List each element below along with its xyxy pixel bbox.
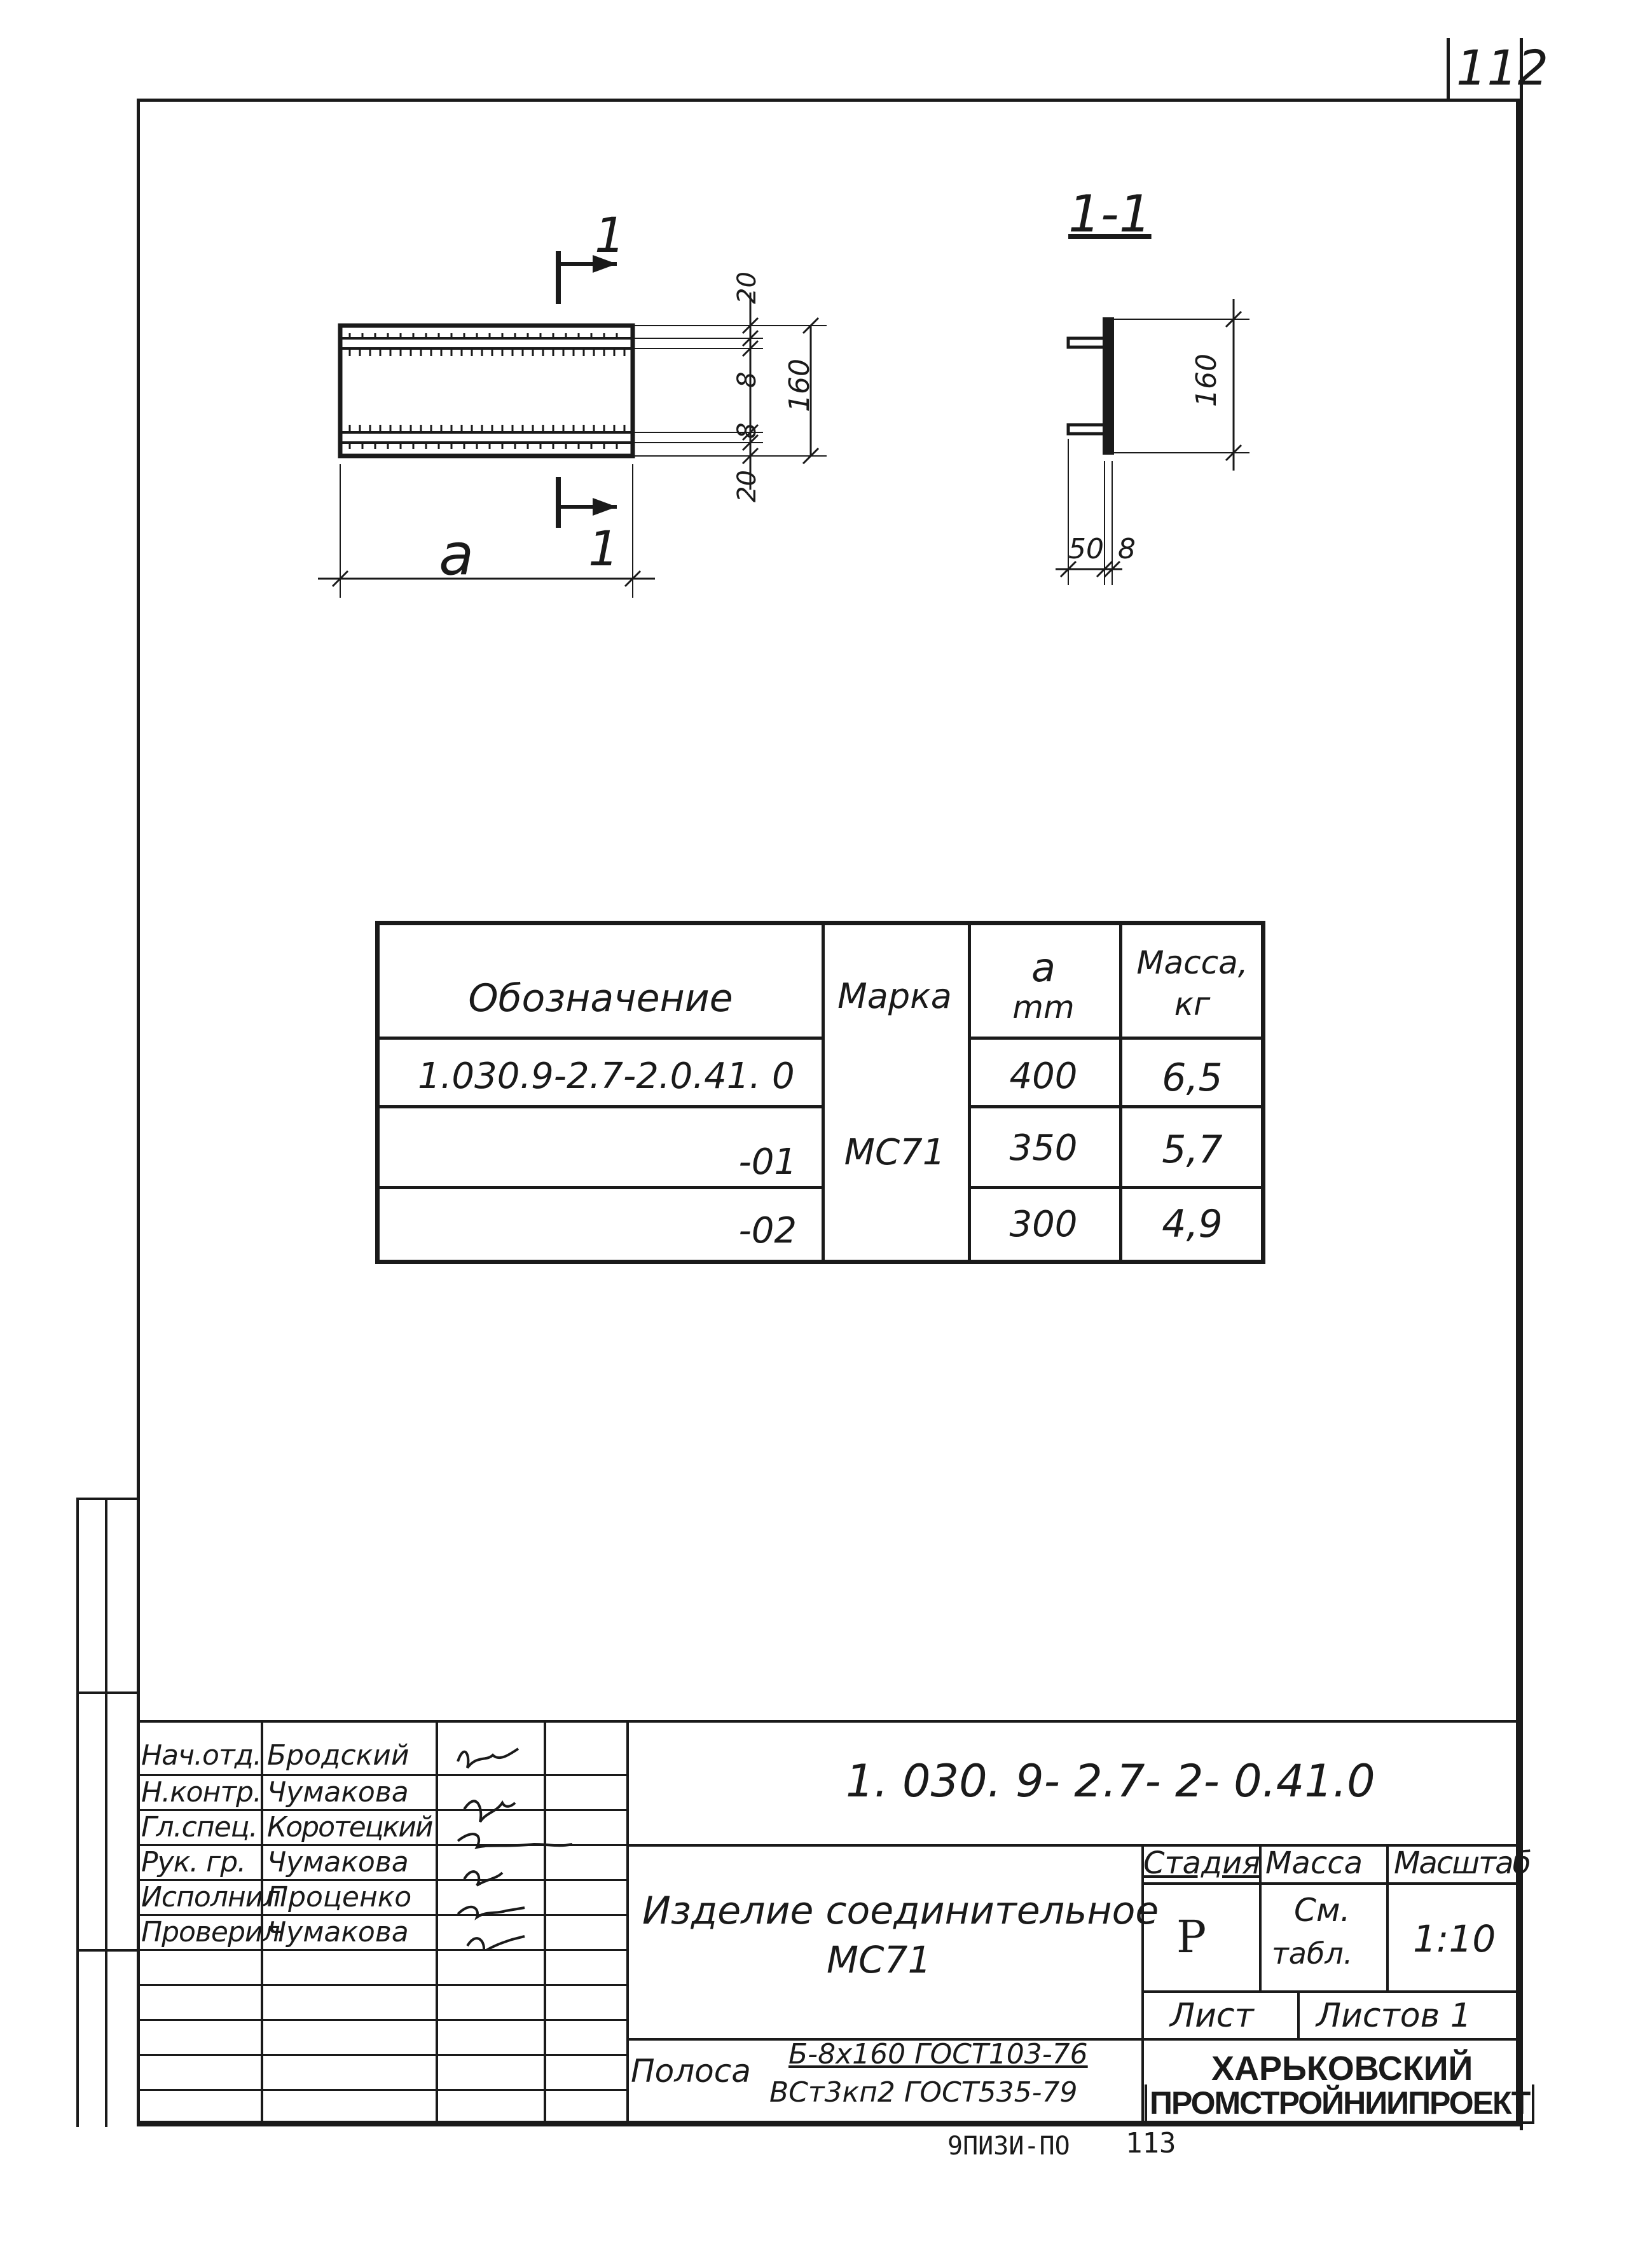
plate-outline <box>340 326 633 456</box>
weld-ticks-top <box>350 333 624 356</box>
weld-ticks-bottom <box>350 425 624 449</box>
role-4: Рук. гр. <box>141 1846 246 1878</box>
dim-height-total: 160 <box>783 359 816 412</box>
margin-strip-line-2 <box>76 1949 137 1952</box>
margin-strip-line-1 <box>76 1691 137 1694</box>
section-angle-bottom <box>1068 425 1105 434</box>
item-mark: МС71 <box>827 1938 932 1981</box>
row-1-a: 400 <box>1009 1056 1078 1097</box>
section-dim-width-label: 50 <box>1068 533 1104 565</box>
header-mark: Марка <box>837 976 952 1016</box>
section-title: 1-1 <box>1068 184 1152 244</box>
name-2: Чумакова <box>267 1776 409 1809</box>
header-mass-unit: кг <box>1174 986 1211 1023</box>
role-5: Исполнил <box>141 1881 280 1913</box>
plan-view-drawing <box>305 191 827 610</box>
dim-gap-bottom: 8 <box>733 422 762 439</box>
margin-strip-divider <box>105 1498 107 2127</box>
row-1-designation: 1.030.9-2.7-2.0.41. 0 <box>418 1056 795 1097</box>
row-2-a: 350 <box>1009 1127 1078 1169</box>
row-2-mass: 5,7 <box>1162 1127 1223 1172</box>
mass-value-line-2: табл. <box>1272 1936 1353 1971</box>
name-3: Коротецкий <box>267 1811 432 1843</box>
item-title: Изделие соединительное <box>642 1889 1159 1933</box>
material-line-1: Б-8х160 ГОСТ103-76 <box>788 2038 1088 2070</box>
section-dim-thickness-label: 8 <box>1118 533 1136 565</box>
role-6: Проверил <box>141 1916 280 1948</box>
dim-edge-bottom: 20 <box>733 470 762 502</box>
dim-gap-top: 8 <box>733 371 762 388</box>
section-dim-height-label: 160 <box>1190 354 1223 407</box>
organization-line-1: ХАРЬКОВСКИЙ <box>1211 2050 1473 2088</box>
specification-table <box>375 921 1265 1264</box>
row-1-mass: 6,5 <box>1162 1056 1223 1100</box>
section-mark-top: 1 <box>595 207 626 263</box>
mass-value-line-1: См. <box>1294 1892 1351 1929</box>
stage-value: Р <box>1176 1911 1207 1963</box>
header-designation: Обозначение <box>468 976 733 1021</box>
row-3-designation: -02 <box>738 1210 797 1251</box>
header-a-symbol: a <box>1031 944 1056 991</box>
row-3-a: 300 <box>1009 1204 1078 1245</box>
page-number-divider <box>1447 38 1450 102</box>
right-edge-line <box>1520 38 1523 2130</box>
name-6: Чумакова <box>267 1916 409 1948</box>
sheet-label: Лист <box>1170 1997 1254 2035</box>
material-label: Полоса <box>631 2053 751 2090</box>
dim-edge-top: 20 <box>733 272 762 304</box>
sheets-label: Листов 1 <box>1316 1997 1471 2035</box>
signatures <box>445 1723 610 1949</box>
section-mark-bottom: 1 <box>588 520 619 577</box>
archive-code: 9ПИЗИ-ПО <box>947 2132 1070 2161</box>
header-a-unit: mm <box>1012 989 1075 1026</box>
spec-mark: МС71 <box>844 1132 946 1173</box>
material-line-2: ВСт3кп2 ГОСТ535-79 <box>769 2076 1078 2109</box>
header-mass: Масса, <box>1136 944 1248 981</box>
row-3-mass: 4,9 <box>1162 1202 1223 1246</box>
section-angle-top <box>1068 338 1105 347</box>
name-1: Бродский <box>267 1739 410 1772</box>
scale-label: Масштаб <box>1394 1845 1531 1881</box>
mass-label: Масса <box>1265 1845 1363 1881</box>
scale-value: 1:10 <box>1413 1917 1496 1960</box>
page-number: 112 <box>1456 39 1549 96</box>
stage-label: Стадия <box>1143 1845 1261 1881</box>
dim-length-label: a <box>439 521 474 588</box>
organization-line-2: ПРОМСТРОЙНИИПРОЕКТ <box>1145 2084 1534 2124</box>
role-3: Гл.спец. <box>141 1811 258 1843</box>
role-1: Нач.отд. <box>141 1739 261 1772</box>
footer-number: 113 <box>1125 2127 1176 2160</box>
role-2: Н.контр. <box>141 1776 261 1809</box>
name-5: Проценко <box>267 1881 412 1913</box>
row-2-designation: -01 <box>738 1141 797 1183</box>
name-4: Чумакова <box>267 1846 409 1878</box>
document-code: 1. 030. 9- 2.7- 2- 0.41.0 <box>846 1755 1375 1807</box>
